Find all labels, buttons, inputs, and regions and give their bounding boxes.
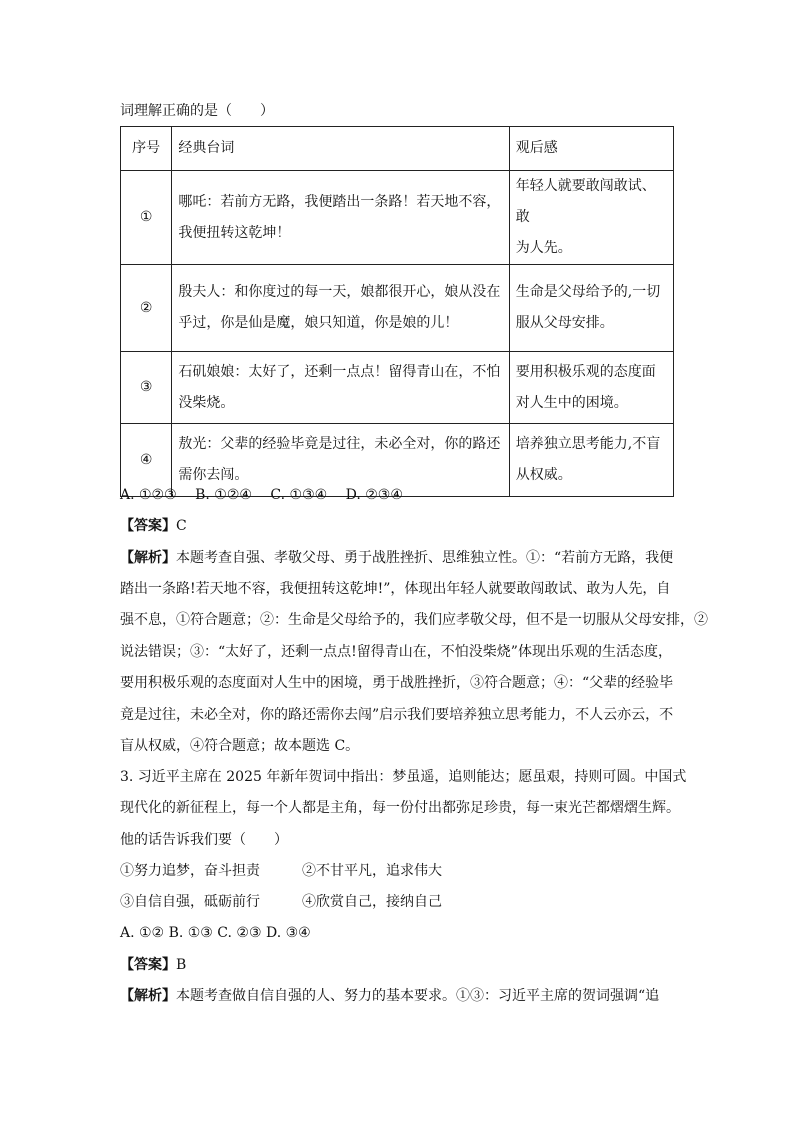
row-index: ④ [121,424,172,497]
table-row [121,265,674,352]
quote-line: 敖光：父辈的经验毕竟是过往，未必全对，你的路还 [178,436,501,452]
analysis-label: 【解析】 [120,550,176,566]
quote-line: 需你去闯。 [178,467,249,483]
answer-label: 【答案】 [120,518,176,534]
quote-line: 没柴烧。 [178,394,235,411]
row-index: ① [121,171,172,265]
q2-analysis-line: 竟是过往，未必全对，你的路还需你去闯”启示我们要培养独立思考能力，不人云亦云，不 [120,707,674,723]
analysis-label: 【解析】 [120,988,176,1004]
row-index: ③ [121,352,172,424]
question-stem-tail: 词理解正确的是（ ） [120,103,274,119]
answer-value: C [176,518,187,534]
row-quote [172,171,509,265]
answer-value: B [176,957,187,973]
q3-choice-line: ③自信自强，砥砺前行 ④欣赏自己，接纳自己 [120,894,442,910]
reflection-line: 要用积极乐观的态度面 [515,363,656,380]
q2-options: A. ①②③ B. ①②④ C. ①③④ D. ②③④ [120,487,403,503]
q3-answer [120,955,186,975]
row-reflection [509,424,673,497]
q3-stem-line: 3. 习近平主席在 2025 年新年贺词中指出：梦虽遥，追则能达；愿虽艰，持则可圆。中国式 [120,769,687,785]
table-row [121,171,674,265]
q3-stem-line: 现代化的新征程上，每一个人都是主角，每一份付出都弥足珍贵，每一束光芒都熠熠生辉。 [120,800,680,816]
table-row [121,352,674,424]
quotes-table [120,126,674,497]
row-index: ② [121,265,172,352]
reflection-line: 从权威。 [515,467,572,483]
reflection-line: 培养独立思考能力,不盲 [515,436,661,452]
q3-choice-line: ①努力追梦，奋斗担责 ②不甘平凡，追求伟大 [120,863,442,879]
q3-options: A. ①② B. ①③ C. ②③ D. ③④ [120,925,311,941]
reflection-line: 为人先。 [515,240,572,256]
analysis-text: 本题考查自强、孝敬父母、勇于战胜挫折、思维独立性。①：“若前方无路，我便 [176,550,674,566]
quote-line: 乎过，你是仙是魔，娘只知道，你是娘的儿！ [178,315,459,331]
q2-analysis-line: 盲从权威，④符合题意；故本题选 C。 [120,738,360,754]
reflection-line: 年轻人就要敢闯敢试、敢 [515,178,656,225]
q3-stem-line: 他的话告诉我们要（ ） [120,832,288,848]
row-reflection [509,265,673,352]
header-index: 序号 [121,127,172,171]
row-reflection [509,171,673,265]
q2-answer [120,516,187,536]
analysis-text: 本题考查做自信自强的人、努力的基本要求。①③：习近平主席的贺词强调“追 [176,988,660,1004]
header-reflection: 观后感 [509,127,673,171]
row-reflection [509,352,673,424]
reflection-line: 生命是父母给予的,一切 [515,284,661,300]
quote-line: 殷夫人：和你度过的每一天，娘都很开心，娘从没在 [178,284,501,300]
q2-analysis-line [120,548,673,568]
q2-analysis-line: 强不息，①符合题意；②：生命是父母给予的，我们应孝敬父母，但不是一切服从父母安排，② [120,612,708,628]
answer-label: 【答案】 [120,957,176,973]
row-quote [172,352,509,424]
q2-analysis-line: 踏出一条路!若天地不容，我便扭转这乾坤!”，体现出年轻人就要敢闯敢试、敢为人先，自 [120,581,671,597]
quote-line: 石矶娘娘：太好了，还剩一点点！留得青山在，不怕 [178,363,501,380]
row-quote [172,265,509,352]
reflection-line: 对人生中的困境。 [515,394,628,411]
q2-analysis-line: 说法错误；③：“太好了，还剩一点点!留得青山在，不怕没柴烧”体现出乐观的生活态度， [120,644,672,660]
q2-analysis-line: 要用积极乐观的态度面对人生中的困境，勇于战胜挫折，③符合题意；④：“父辈的经验毕 [120,675,674,691]
quote-line: 哪吒：若前方无路，我便踏出一条路！若天地不容， [178,193,501,210]
q3-analysis-line [120,986,659,1006]
quote-line: 我便扭转这乾坤！ [178,224,291,241]
reflection-line: 服从父母安排。 [515,315,614,331]
table-header-row [121,127,674,171]
header-quote: 经典台词 [172,127,509,171]
